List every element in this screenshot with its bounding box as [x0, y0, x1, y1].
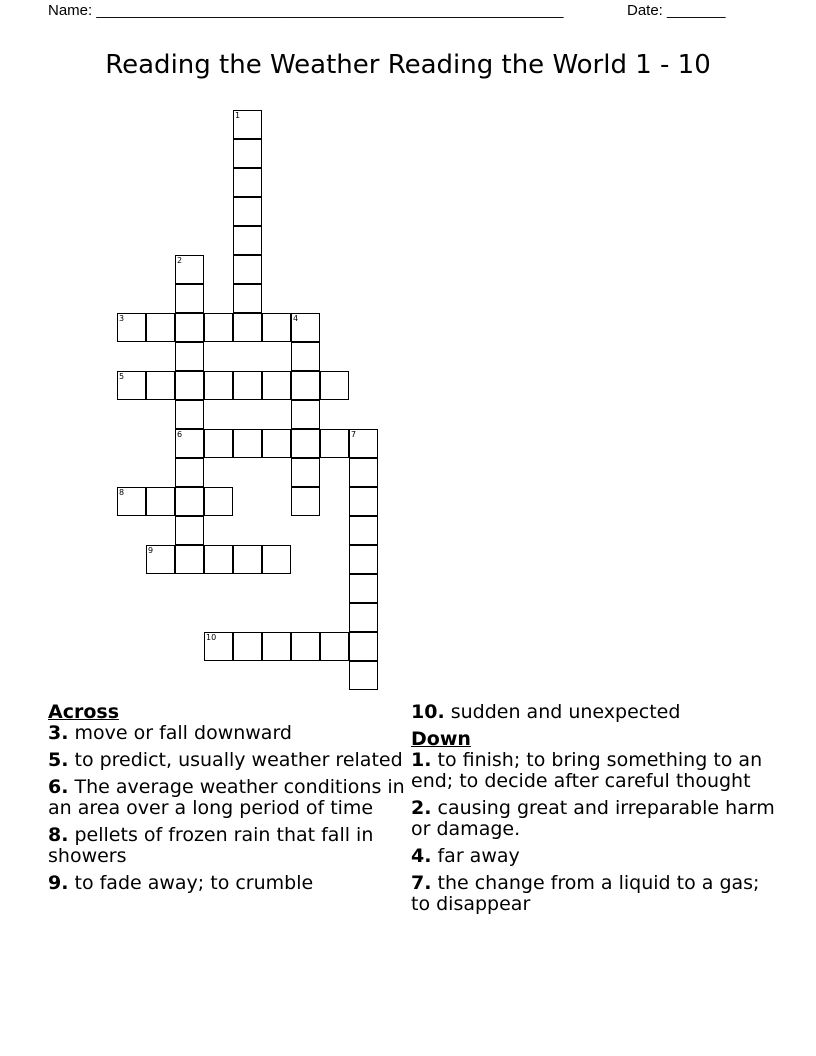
grid-cell[interactable] — [349, 603, 378, 632]
clue-number-label: 4 — [293, 314, 299, 323]
clue — [48, 873, 408, 894]
grid-cell[interactable] — [320, 632, 349, 661]
grid-cell[interactable] — [262, 632, 291, 661]
clue — [48, 723, 408, 744]
clue — [48, 777, 408, 819]
clue — [411, 846, 781, 867]
grid-cell[interactable] — [233, 226, 262, 255]
grid-cell[interactable] — [233, 139, 262, 168]
grid-cell[interactable] — [349, 516, 378, 545]
clue — [411, 873, 781, 915]
clue-number: 7. — [411, 872, 432, 894]
grid-cell[interactable] — [291, 487, 320, 516]
grid-cell[interactable] — [349, 574, 378, 603]
grid-cell[interactable] — [146, 371, 175, 400]
grid-cell[interactable] — [175, 371, 204, 400]
grid-cell[interactable] — [175, 313, 204, 342]
grid-cell[interactable] — [117, 313, 146, 342]
grid-cell[interactable] — [233, 632, 262, 661]
grid-cell[interactable] — [233, 110, 262, 139]
clue-number-label: 2 — [177, 256, 183, 265]
clue-number-label: 10 — [206, 633, 217, 642]
grid-cell[interactable] — [291, 429, 320, 458]
down-clues — [411, 702, 781, 921]
grid-cell[interactable] — [349, 632, 378, 661]
clue-text: to fade away; to crumble — [68, 872, 314, 894]
date-field[interactable]: Date: _______ — [627, 2, 726, 19]
grid-cell[interactable] — [262, 371, 291, 400]
grid-cell[interactable] — [291, 313, 320, 342]
grid-cell[interactable] — [291, 632, 320, 661]
clue-number: 3. — [48, 722, 69, 744]
clue-text: to predict, usually weather related — [68, 749, 403, 771]
grid-cell[interactable] — [204, 371, 233, 400]
grid-cell[interactable] — [175, 284, 204, 313]
grid-cell[interactable] — [233, 284, 262, 313]
grid-cell[interactable] — [146, 313, 175, 342]
page-title: Reading the Weather Reading the World 1 - 10 — [105, 50, 711, 80]
grid-cell[interactable] — [204, 429, 233, 458]
clue-number-label: 3 — [119, 314, 125, 323]
grid-cell[interactable] — [175, 400, 204, 429]
grid-cell[interactable] — [204, 545, 233, 574]
grid-cell[interactable] — [233, 168, 262, 197]
grid-cell[interactable] — [175, 255, 204, 284]
clue — [48, 825, 408, 867]
grid-cell[interactable] — [175, 429, 204, 458]
clue-text: the change from a liquid to a gas; to disappear — [411, 872, 760, 915]
grid-cell[interactable] — [349, 545, 378, 574]
grid-cell[interactable] — [349, 661, 378, 690]
grid-cell[interactable] — [291, 371, 320, 400]
clue-number: 2. — [411, 797, 432, 819]
clue-text: to finish; to bring something to an end; to decide after careful thought — [411, 749, 763, 792]
grid-cell[interactable] — [175, 342, 204, 371]
grid-cell[interactable] — [204, 487, 233, 516]
clue — [411, 798, 781, 840]
grid-cell[interactable] — [204, 313, 233, 342]
grid-cell[interactable] — [233, 371, 262, 400]
grid-cell[interactable] — [204, 632, 233, 661]
grid-cell[interactable] — [349, 487, 378, 516]
clue-text: The average weather conditions in an area over a long period of time — [48, 776, 405, 819]
grid-cell[interactable] — [175, 458, 204, 487]
down-heading: Down — [411, 728, 471, 750]
grid-cell[interactable] — [262, 545, 291, 574]
clue-text: sudden and unexpected — [444, 701, 681, 723]
clue-number-label: 7 — [351, 430, 357, 439]
clue-number: 10. — [411, 701, 445, 723]
grid-cell[interactable] — [233, 313, 262, 342]
grid-cell[interactable] — [117, 371, 146, 400]
grid-cell[interactable] — [146, 545, 175, 574]
grid-cell[interactable] — [117, 487, 146, 516]
clue-text: far away — [431, 845, 520, 867]
grid-cell[interactable] — [262, 313, 291, 342]
grid-cell[interactable] — [320, 371, 349, 400]
grid-cell[interactable] — [175, 487, 204, 516]
name-field[interactable]: Name: ________________________________________________________ — [48, 2, 564, 19]
clue — [411, 750, 781, 792]
clue-number: 5. — [48, 749, 69, 771]
grid-cell[interactable] — [175, 516, 204, 545]
clue-text: pellets of frozen rain that fall in showers — [48, 824, 374, 867]
clue-number: 8. — [48, 824, 69, 846]
clue-number: 9. — [48, 872, 69, 894]
clue — [48, 750, 408, 771]
grid-cell[interactable] — [146, 487, 175, 516]
grid-cell[interactable] — [233, 429, 262, 458]
clue — [411, 702, 781, 723]
grid-cell[interactable] — [349, 458, 378, 487]
clue-number-label: 5 — [119, 372, 125, 381]
grid-cell[interactable] — [233, 197, 262, 226]
grid-cell[interactable] — [262, 429, 291, 458]
grid-cell[interactable] — [349, 429, 378, 458]
clue-text: move or fall downward — [68, 722, 292, 744]
clue-number-label: 1 — [235, 111, 241, 120]
grid-cell[interactable] — [320, 429, 349, 458]
grid-cell[interactable] — [233, 255, 262, 284]
clue-number: 1. — [411, 749, 432, 771]
across-clues — [48, 702, 408, 900]
across-heading: Across — [48, 701, 120, 723]
clue-number-label: 8 — [119, 488, 125, 497]
grid-cell[interactable] — [291, 400, 320, 429]
grid-cell[interactable] — [233, 545, 262, 574]
clue-text: causing great and irreparable harm or damage. — [411, 797, 775, 840]
clue-number: 6. — [48, 776, 69, 798]
grid-cell[interactable] — [175, 545, 204, 574]
clue-number-label: 9 — [148, 546, 154, 555]
grid-cell[interactable] — [291, 342, 320, 371]
clue-number: 4. — [411, 845, 432, 867]
grid-cell[interactable] — [291, 458, 320, 487]
clue-number-label: 6 — [177, 430, 183, 439]
